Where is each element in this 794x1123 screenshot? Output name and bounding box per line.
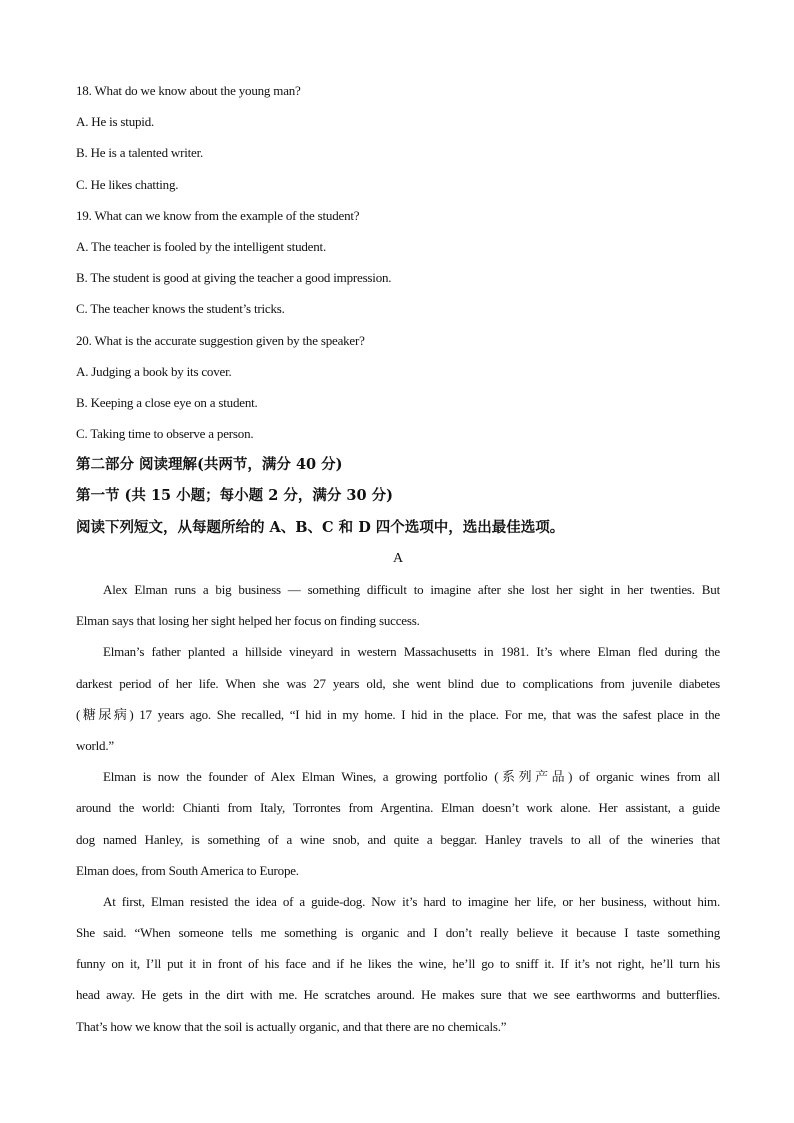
section-heading: 第一节 (共 15 小题；每小题 2 分，满分 30 分) bbox=[76, 487, 394, 505]
answer-option: B. The student is good at giving the teacher a good impression. bbox=[76, 270, 392, 286]
answer-option: C. The teacher knows the student’s tricks. bbox=[76, 301, 285, 317]
answer-option: B. Keeping a close eye on a student. bbox=[76, 394, 258, 410]
passage-line: Elman says that losing her sight helped her focus on finding success. bbox=[76, 613, 420, 629]
passage-line: head away. He gets in the dirt with me. He scratches around. He makes sure that we see earthworms and butterflies. bbox=[76, 987, 720, 1003]
document-page bbox=[76, 80, 720, 1047]
passage-line: funny on it, I’ll put it in front of his face and if he likes the wine, he’ll go to sniff it. If it’s not right, he’ll turn his bbox=[76, 956, 720, 972]
answer-option: C. He likes chatting. bbox=[76, 176, 179, 192]
instruction: 阅读下列短文，从每题所给的 A、B、C 和 D 四个选项中，选出最佳选项。 bbox=[76, 518, 565, 536]
question-stem: 18. What do we know about the young man? bbox=[76, 83, 301, 98]
passage-line: dog named Hanley, is something of a wine snob, and quite a beggar. Hanley travels to all of the wineries that bbox=[76, 831, 720, 847]
passage-line: Elman does, from South America to Europe. bbox=[76, 862, 299, 878]
passage-line: (糖尿病) 17 years ago. She recalled, “I hid in my home. I hid in the place. For me, that was the safest place in the bbox=[76, 706, 720, 722]
answer-option: A. The teacher is fooled by the intelligent student. bbox=[76, 238, 327, 254]
answer-option: A. Judging a book by its cover. bbox=[76, 363, 232, 379]
passage-line: around the world: Chianti from Italy, Torrontes from Argentina. Elman doesn’t work alone. Her assistant, a guide bbox=[76, 800, 720, 816]
question-stem: 19. What can we know from the example of the student? bbox=[76, 207, 360, 223]
passage-line: world.” bbox=[76, 737, 114, 753]
passage-label: A bbox=[393, 550, 403, 566]
passage-line: She said. “When someone tells me something is organic and I don’t really believe it because I taste something bbox=[76, 925, 720, 941]
answer-option: A. He is stupid. bbox=[76, 114, 155, 130]
part-heading: 第二部分 阅读理解(共两节，满分 40 分) bbox=[76, 456, 343, 474]
answer-option: C. Taking time to observe a person. bbox=[76, 426, 254, 442]
passage-line: At first, Elman resisted the idea of a guide-dog. Now it’s hard to imagine her life, or her business, without him. bbox=[103, 893, 720, 909]
answer-option: B. He is a talented writer. bbox=[76, 145, 204, 161]
passage-line: Elman is now the founder of Alex Elman Wines, a growing portfolio (系列产品) of organic wines from all bbox=[103, 769, 720, 785]
passage-line: Alex Elman runs a big business — something difficult to imagine after she lost her sight in her twenties. But bbox=[103, 582, 720, 597]
passage-line: That’s how we know that the soil is actually organic, and that there are no chemicals.” bbox=[76, 1018, 507, 1034]
passage-line: Elman’s father planted a hillside vineyard in western Massachusetts in 1981. It’s where Elman fled during the bbox=[103, 644, 720, 660]
question-stem: 20. What is the accurate suggestion given by the speaker? bbox=[76, 332, 365, 348]
passage-line: darkest period of her life. When she was 27 years old, she went blind due to complications from juvenile diabetes bbox=[76, 675, 720, 691]
